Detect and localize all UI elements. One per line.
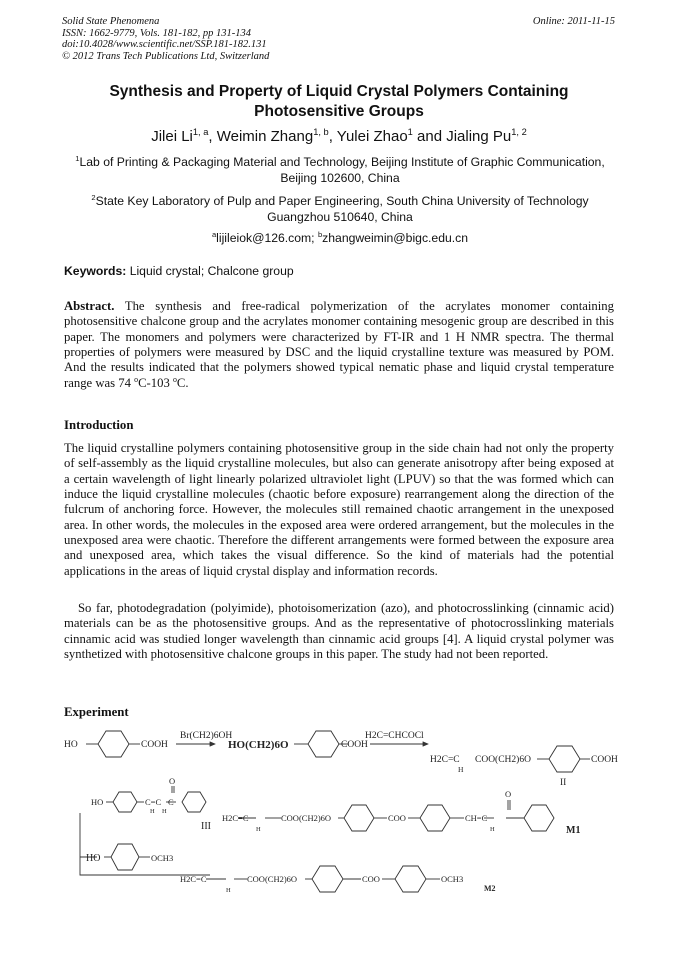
carbonyl-carbon-label: C — [168, 797, 174, 807]
monomer-label-m2: M2 — [484, 884, 496, 893]
benzene-ring-6 — [344, 805, 374, 831]
author-separator: , — [328, 128, 337, 145]
reagent-label: H2C=CHCOCl — [365, 731, 424, 741]
benzene-ring-7 — [420, 805, 450, 831]
cooh-label: COOH — [341, 740, 368, 750]
h-label: H — [150, 808, 155, 815]
chain-label: COO(CH2)6O — [281, 813, 332, 823]
email-link[interactable]: zhangweimin@bigc.edu.cn — [322, 231, 469, 245]
email-sup: a — [211, 229, 217, 239]
h-label: H — [162, 808, 167, 815]
benzene-ring-5 — [182, 792, 206, 812]
keywords — [64, 264, 294, 278]
chain-label: COO(CH2)6O — [247, 874, 298, 884]
benzene-ring-9 — [111, 844, 139, 870]
benzene-ring-11 — [395, 866, 426, 892]
affiliation-text: State Key Laboratory of Pulp and Paper Engineering, South China University of Technology Guangzhou 510640, China — [95, 194, 589, 224]
journal-name: Solid State Phenomena — [62, 16, 160, 27]
affiliation-1 — [62, 154, 618, 186]
abstract-text-mid: C-103 — [138, 375, 173, 390]
affiliation-sup: 2 — [91, 192, 96, 202]
benzene-ring-4 — [113, 792, 137, 812]
abstract-text: The synthesis and free-radical polymerization of the acrylates monomer containing photosensitive chalcone group and the acrylates monomer containing mesogenic group are described in this paper. The monomers and polymers were characterized by FT-IR and 1 H NMR spectra. The thermal properties of polymers were measured by DSC and the liquid crystalline texture was measured by POM. And the results indicated that the polymers showed typical nematic phase and liquid crystal temperature range was 74 — [64, 299, 614, 390]
synthesis-scheme — [0, 725, 678, 900]
abstract-text-end: C. — [176, 375, 189, 390]
affiliation-sup: 1 — [75, 153, 80, 163]
author-emails — [62, 230, 618, 246]
benzene-ring-2 — [308, 731, 339, 757]
keywords-text: Liquid crystal; Chalcone group — [126, 264, 294, 278]
author-sup: 1, 2 — [511, 127, 527, 137]
author-sup: 1 — [407, 127, 413, 137]
methoxy-label: OCH3 — [151, 853, 174, 863]
keywords-label: Keywords: — [64, 264, 127, 278]
email-link[interactable]: lijileiok@126.com; — [216, 231, 318, 245]
ester-label: COO — [362, 874, 380, 884]
paper-title: Synthesis and Property of Liquid Crystal Polymers Containing Photosensitive Groups — [109, 83, 569, 120]
vinyl-label: H2C=C — [180, 874, 207, 884]
author-list — [60, 128, 618, 145]
intro-paragraph-1: The liquid crystalline polymers containing photosensitive group in the side chain had not only the property of self-assembly as the liquid crystalline molecules, but also can generate anisotropy after being exposed at a certain wavelength of light linearly polarized ultraviolet light (LPUV) so that the was formed which can induce the liquid crystalline molecules (chaotic before exposure) rearrangement along the direction of the fulcrum of anchoring force. However, the molecules still remained chaotic arrangement in the unexposed area. In other words, the molecules in the exposed area were ordered arrangement, but the molecules in the unexposed area were chaotic. Therefore the different arrangements were formed between the exposure area and unexposed area, which takes the visual difference. So the kind of materials had the potential applications in the areas of liquid crystal display and information records. — [64, 441, 614, 578]
vinyl-label: H2C=C — [430, 755, 460, 765]
oxygen-label: O — [505, 789, 512, 799]
author-name: Jilei Li — [151, 128, 193, 145]
copyright-line: © 2012 Trans Tech Publications Ltd, Switzerland — [62, 50, 270, 62]
benzene-ring-10 — [312, 866, 343, 892]
vinylene-label: CH=C — [465, 813, 488, 823]
degree-symbol: o — [172, 374, 177, 384]
ho-label: HO — [86, 853, 101, 864]
experiment-heading: Experiment — [64, 705, 129, 719]
author-separator: and — [412, 128, 447, 145]
monomer-label-m1: M1 — [566, 825, 581, 836]
affiliation-2 — [62, 193, 618, 225]
h-label: H — [490, 826, 495, 833]
author-sup: 1, a — [192, 127, 209, 137]
author-name: Weimin Zhang — [216, 128, 314, 145]
benzene-ring-3 — [549, 746, 580, 772]
email-sup: b — [317, 229, 323, 239]
ho-label: HO — [91, 797, 104, 807]
journal-header — [62, 16, 269, 62]
reagent-label: Br(CH2)6OH — [180, 731, 233, 741]
cooh-label: COOH — [141, 740, 168, 750]
benzene-ring-1 — [98, 731, 129, 757]
ho-label: HO — [64, 740, 78, 750]
online-date: Online: 2011-11-15 — [532, 16, 615, 27]
author-sup: 1, b — [313, 127, 329, 137]
intro-paragraph-2: So far, photodegradation (polyimide), photoisomerization (azo), and photocrosslinking (cinnamic acid) materials can be as the photosensitive groups. And as the representative of photocrosslinking materials cinnamic acid was studied longer wavelength than cinnamic acid groups [4]. A liquid crystal polymer was synthetized with photosensitive chalcone groups in this paper. The study had not been reported. — [64, 601, 614, 662]
issn-line: ISSN: 1662-9779, Vols. 181-182, pp 131-134 — [62, 27, 251, 39]
compound-label-ii: II — [560, 778, 567, 788]
degree-symbol: o — [134, 374, 139, 384]
abstract — [64, 299, 614, 391]
abstract-label: Abstract. — [64, 299, 115, 313]
vinyl-label: H2C=C — [222, 813, 249, 823]
compound-label-iii: III — [201, 821, 211, 832]
doi-line: doi:10.4028/www.scientific.net/SSP.181-182.131 — [62, 39, 267, 50]
affiliation-text: Lab of Printing & Packaging Material and Technology, Beijing Institute of Graphic Communication, Beijing 102600, China — [79, 155, 605, 185]
h-label: H — [256, 826, 261, 833]
ester-label: COO — [388, 813, 406, 823]
vinylene-label: C=C — [145, 797, 162, 807]
h-label: H — [458, 765, 464, 774]
cooh-label: COOH — [591, 755, 618, 765]
introduction-heading: Introduction — [64, 418, 134, 432]
oxygen-label: O — [169, 776, 176, 786]
author-name: Yulei Zhao — [336, 128, 408, 145]
h-label: H — [226, 887, 231, 894]
chain-label: COO(CH2)6O — [475, 755, 531, 765]
benzene-ring-8 — [524, 805, 554, 831]
methoxy-label: OCH3 — [441, 874, 464, 884]
author-name: Jialing Pu — [446, 128, 512, 145]
intermediate-label: HO(CH2)6O — [228, 739, 289, 751]
author-separator: , — [208, 128, 217, 145]
